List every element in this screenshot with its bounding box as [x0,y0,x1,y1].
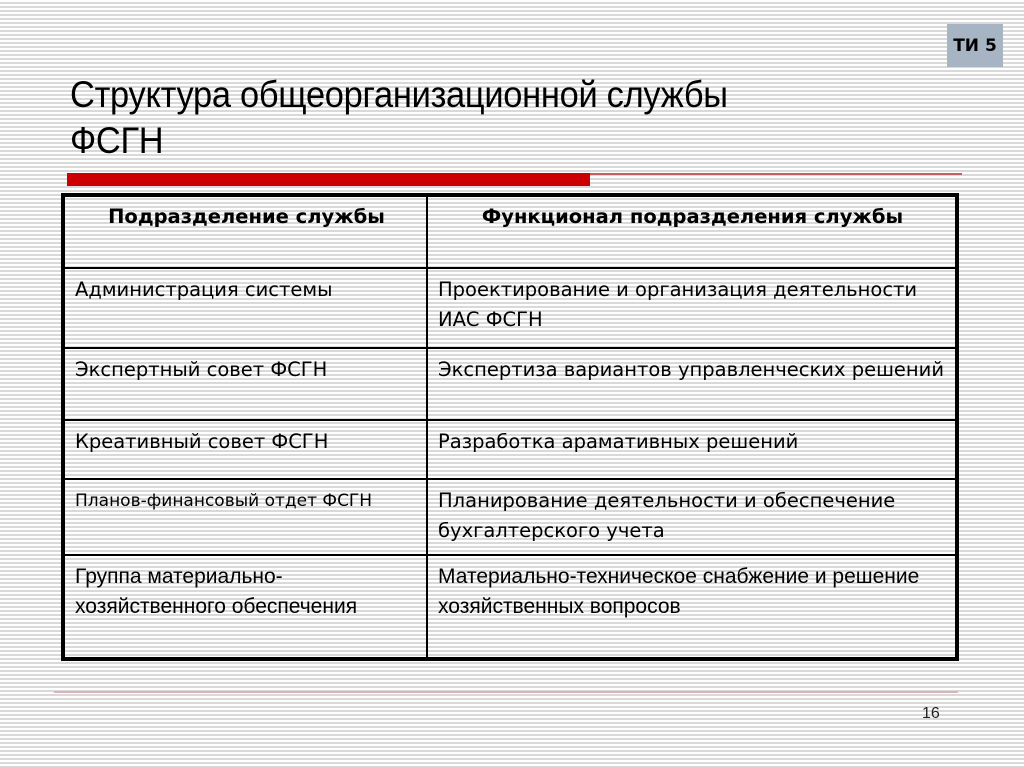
header-function: Функционал подразделения службы [427,195,957,268]
table-row [63,420,957,479]
slide-title-line-2: ФСГН [70,120,164,161]
footer-divider [54,691,958,693]
table-row [63,479,957,555]
cell-unit: Планов-финансовый отдет ФСГН [63,479,427,555]
title-accent-line [590,173,962,175]
cell-function: Проектирование и организация деятельности ИАС ФСГН [427,268,957,348]
header-unit: Подразделение службы [63,195,427,268]
table-row [63,555,957,659]
cell-function: Экспертиза вариантов управленческих решений [427,348,957,420]
slide-title-line-1: Структура общеорганизационной службы [70,74,728,115]
table-row [63,348,957,420]
cell-unit: Экспертный совет ФСГН [63,348,427,420]
cell-unit: Креативный совет ФСГН [63,420,427,479]
cell-function: Планирование деятельности и обеспечение бухгалтерского учета [427,479,957,555]
structure-table [61,193,959,661]
title-accent-bar [67,173,590,186]
cell-unit: Группа материально-хозяйственного обеспечения [63,555,427,659]
cell-function: Разработка арамативных решений [427,420,957,479]
slide-badge: ТИ 5 [947,24,1003,67]
cell-function: Материально-техническое снабжение и решение хозяйственных вопросов [427,555,957,659]
table-row [63,268,957,348]
page-number: 16 [922,705,940,722]
slide-title [70,72,970,164]
table-header-row [63,195,957,268]
cell-unit: Администрация системы [63,268,427,348]
